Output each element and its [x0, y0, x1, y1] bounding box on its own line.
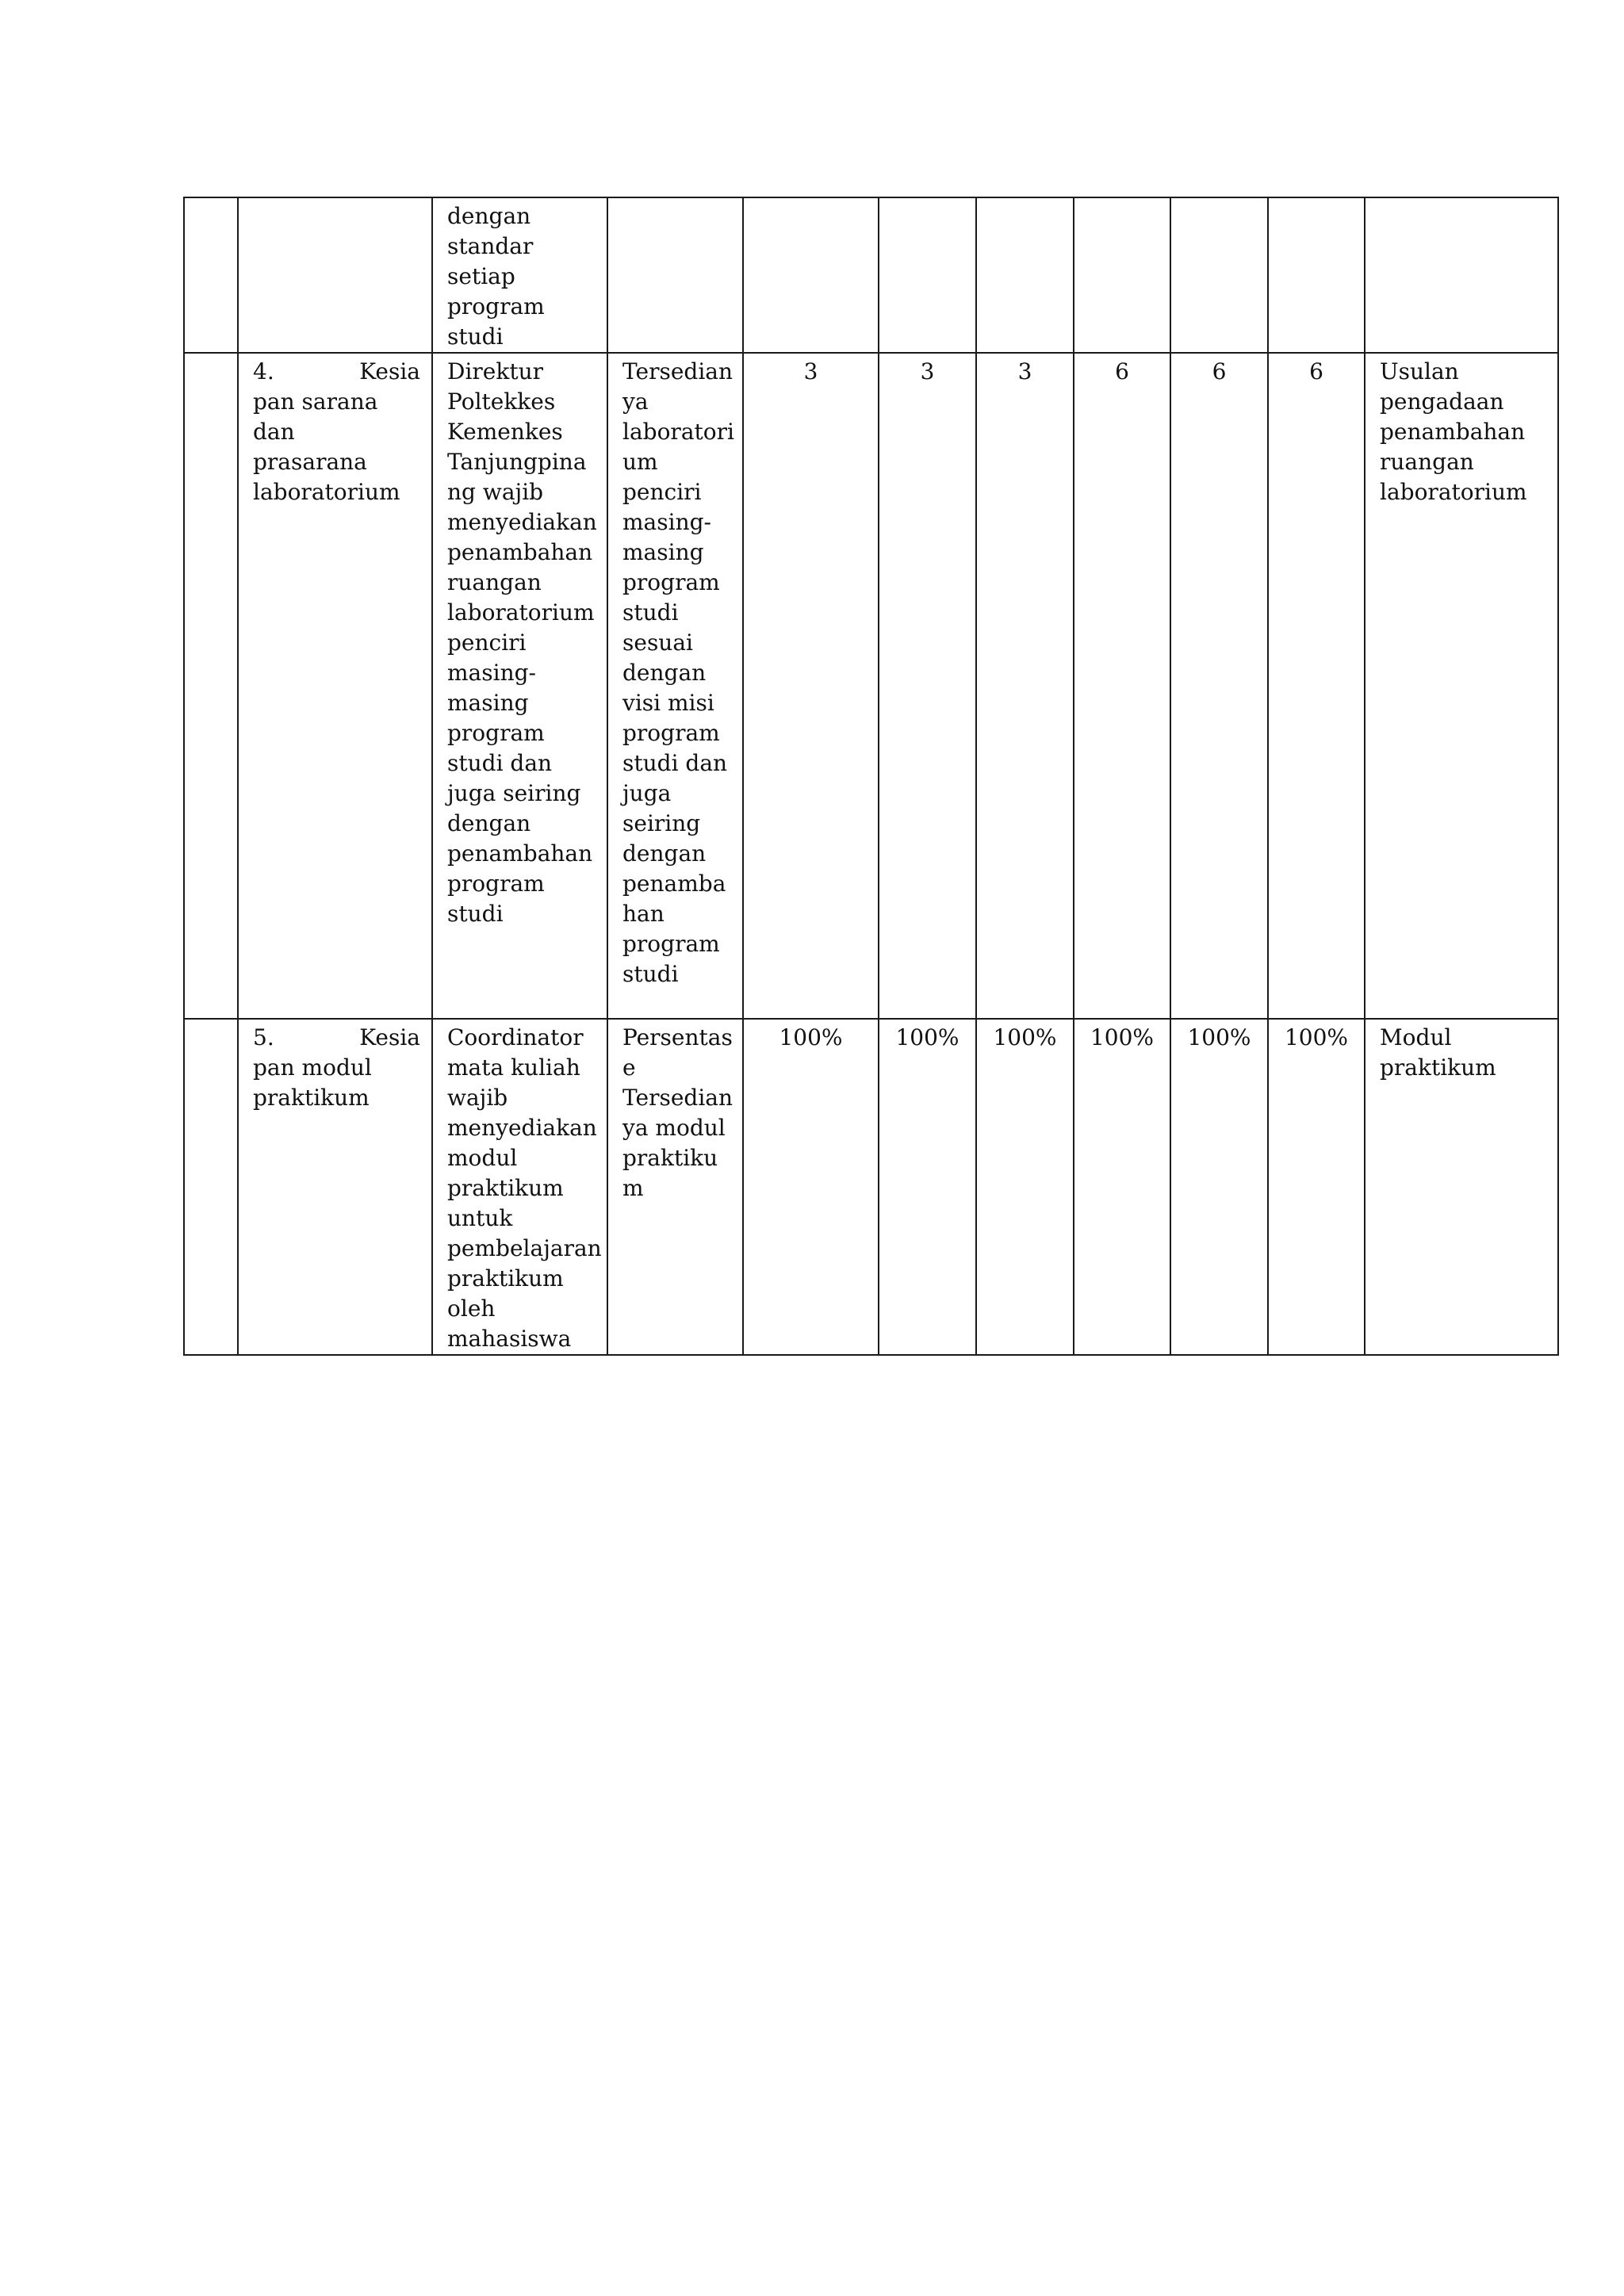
program-table — [183, 197, 1559, 1356]
cell-value: 100% — [879, 1019, 976, 1355]
indicator-title: pan sarana dan prasarana laboratorium — [253, 388, 400, 505]
cell-no — [184, 197, 238, 353]
cell-output — [1365, 197, 1558, 353]
strategy-text: Coordinator mata kuliah wajib menyediakan modul praktikum untuk pembelajaran praktikum oleh mahasiswa — [447, 1024, 602, 1352]
table-row — [184, 1019, 1558, 1355]
cell-strategy — [432, 197, 607, 353]
cell-value: 3 — [879, 353, 976, 1019]
cell-output — [1365, 1019, 1558, 1355]
output-text: Modul praktikum — [1380, 1024, 1496, 1081]
target-indicator-text: Persentas e Tersedian ya modul praktiku m — [622, 1024, 733, 1201]
cell-indicator — [238, 197, 432, 353]
cell-value: 6 — [1268, 353, 1365, 1019]
cell-output — [1365, 353, 1558, 1019]
cell-value: 6 — [1170, 353, 1268, 1019]
cell-value: 100% — [1074, 1019, 1170, 1355]
cell-value: 3 — [976, 353, 1074, 1019]
indicator-number: 5. — [253, 1024, 274, 1050]
cell-value: 100% — [743, 1019, 879, 1355]
cell-value — [743, 197, 879, 353]
cell-value — [1268, 197, 1365, 353]
cell-strategy — [432, 353, 607, 1019]
table-row — [184, 197, 1558, 353]
cell-value: 3 — [743, 353, 879, 1019]
cell-value — [1170, 197, 1268, 353]
table-row — [184, 353, 1558, 1019]
cell-no — [184, 1019, 238, 1355]
cell-value: 6 — [1074, 353, 1170, 1019]
cell-value: 100% — [1268, 1019, 1365, 1355]
cell-target-indicator — [607, 1019, 743, 1355]
cell-indicator — [238, 353, 432, 1019]
cell-indicator — [238, 1019, 432, 1355]
cell-target-indicator — [607, 197, 743, 353]
cell-value — [879, 197, 976, 353]
indicator-number: 4. — [253, 358, 274, 385]
output-text: Usulan pengadaan penambahan ruangan laboratorium — [1380, 358, 1527, 505]
indicator-heading — [253, 357, 420, 387]
cell-value: 100% — [976, 1019, 1074, 1355]
cell-value: 100% — [1170, 1019, 1268, 1355]
indicator-heading — [253, 1023, 420, 1053]
cell-value — [976, 197, 1074, 353]
strategy-text: dengan standar setiap program studi — [447, 203, 545, 350]
indicator-head-word: Kesia — [359, 1024, 420, 1050]
target-indicator-text: Tersedian ya laboratori um penciri masing- masing program studi sesuai dengan visi misi program studi dan juga seiring dengan penamba han program studi — [622, 358, 734, 987]
strategy-text: Direktur Poltekkes Kemenkes Tanjungpina ng wajib menyediakan penambahan ruangan laboratorium penciri masing- masing program studi dan juga seiring dengan penambahan program studi — [447, 358, 597, 927]
indicator-head-word: Kesia — [359, 358, 420, 385]
cell-value — [1074, 197, 1170, 353]
cell-strategy — [432, 1019, 607, 1355]
cell-no — [184, 353, 238, 1019]
cell-target-indicator — [607, 353, 743, 1019]
indicator-title: pan modul praktikum — [253, 1054, 372, 1111]
